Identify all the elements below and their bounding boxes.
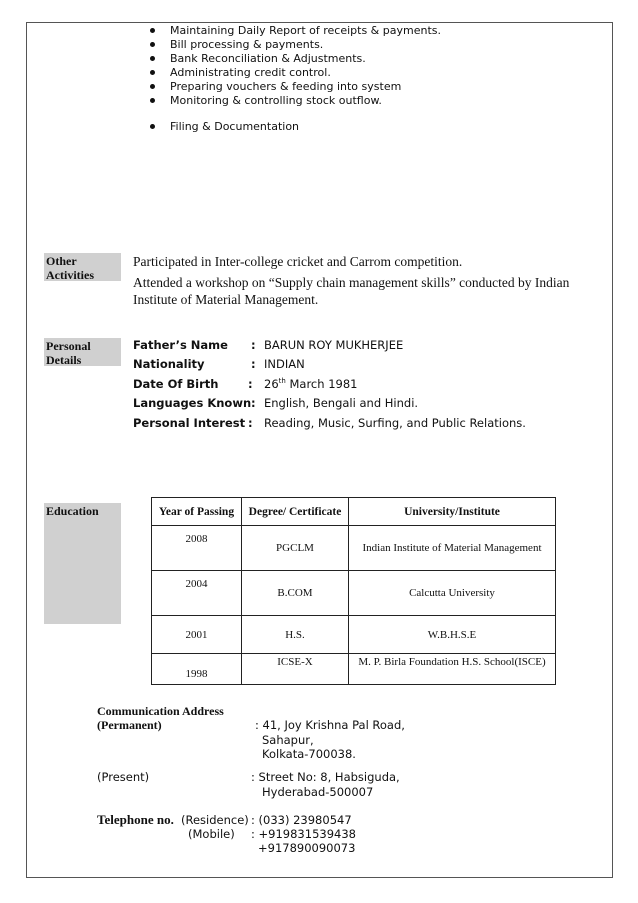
table-row (152, 616, 556, 654)
dob-day: 26 (264, 377, 279, 391)
table-cell: 2004 (152, 571, 242, 616)
permanent-line-3: Kolkata-700038. (262, 747, 356, 761)
field-label: Languages Known (133, 396, 252, 410)
field-value (264, 377, 357, 391)
list-item (150, 38, 323, 51)
table-cell: PGCLM (242, 526, 349, 571)
table-cell: B.COM (242, 571, 349, 616)
table-cell: Calcutta University (349, 571, 556, 616)
bullet-icon (150, 84, 155, 89)
table-cell: ICSE-X (242, 654, 349, 685)
field-value: BARUN ROY MUKHERJEE (264, 338, 404, 352)
personal-details-label (44, 338, 121, 366)
list-item (150, 94, 382, 107)
permanent-label: (Permanent) (97, 718, 162, 732)
colon: : (251, 338, 256, 352)
list-item (150, 66, 331, 79)
list-item (150, 120, 299, 133)
list-item-text: Bill processing & payments. (170, 38, 324, 51)
column-header: Degree/ Certificate (242, 498, 349, 526)
list-item-text: Bank Reconciliation & Adjustments. (170, 52, 366, 65)
table-cell: H.S. (242, 616, 349, 654)
list-item (150, 24, 441, 37)
list-item-text: Maintaining Daily Report of receipts & payments. (170, 24, 441, 37)
bullet-icon (150, 42, 155, 47)
activity-workshop: Attended a workshop on “Supply chain management skills” conducted by Indian Institute of Material Management. (133, 275, 570, 307)
activity-cricket: Participated in Inter-college cricket and Carrom competition. (133, 254, 463, 269)
label-line: Personal (46, 339, 91, 353)
colon: : (251, 357, 256, 371)
mobile-number-2: +917890090073 (258, 841, 356, 855)
field-value: INDIAN (264, 357, 305, 371)
list-item-text: Administrating credit control. (170, 66, 331, 79)
dob-rest: March 1981 (285, 377, 358, 391)
education-label (44, 503, 121, 624)
table-row (152, 526, 556, 571)
label-line: Other (46, 254, 77, 268)
colon: : (248, 416, 253, 430)
column-header: Year of Passing (152, 498, 242, 526)
label-line: Activities (46, 268, 94, 282)
field-value: English, Bengali and Hindi. (264, 396, 419, 410)
residence-number: : (033) 23980547 (251, 813, 352, 827)
present-line-2: Hyderabad-500007 (262, 785, 374, 799)
permanent-line-1: : 41, Joy Krishna Pal Road, (255, 718, 405, 732)
education-table (151, 497, 556, 685)
colon: : (251, 396, 256, 410)
table-cell: 2001 (152, 616, 242, 654)
field-value: Reading, Music, Surfing, and Public Relations. (264, 416, 526, 430)
field-label: Father’s Name (133, 338, 228, 352)
bullet-icon (150, 56, 155, 61)
table-cell: W.B.H.S.E (349, 616, 556, 654)
table-row (152, 654, 556, 685)
table-cell: 1998 (152, 654, 242, 685)
other-activities-label (44, 253, 121, 281)
permanent-line-2: Sahapur, (262, 733, 314, 747)
field-label: Date Of Birth (133, 377, 219, 391)
bullet-icon (150, 28, 155, 33)
field-label: Personal Interest (133, 416, 246, 430)
dob-suffix: th (278, 377, 286, 386)
bullet-icon (150, 98, 155, 103)
bullet-icon (150, 124, 155, 129)
mobile-number-1: : +919831539438 (251, 827, 356, 841)
label-line: Details (46, 353, 82, 367)
table-cell: 2008 (152, 526, 242, 571)
telephone-label: Telephone no. (97, 812, 174, 827)
table-row (152, 571, 556, 616)
list-item-text: Monitoring & controlling stock outflow. (170, 94, 382, 107)
address-title: Communication Address (97, 704, 224, 718)
list-item (150, 52, 366, 65)
field-label: Nationality (133, 357, 205, 371)
column-header: University/Institute (349, 498, 556, 526)
list-item (150, 80, 401, 93)
list-item-text: Filing & Documentation (170, 120, 300, 133)
present-line-1: : Street No: 8, Habsiguda, (251, 770, 400, 784)
table-header-row (152, 498, 556, 526)
residence-label: (Residence) (181, 813, 249, 827)
label-line: Education (46, 504, 99, 518)
colon: : (248, 377, 253, 391)
table-cell: Indian Institute of Material Management (349, 526, 556, 571)
table-cell: M. P. Birla Foundation H.S. School(ISCE) (349, 654, 556, 685)
present-label: (Present) (97, 770, 150, 784)
mobile-label: (Mobile) (188, 827, 235, 841)
list-item-text: Preparing vouchers & feeding into system (170, 80, 402, 93)
bullet-icon (150, 70, 155, 75)
